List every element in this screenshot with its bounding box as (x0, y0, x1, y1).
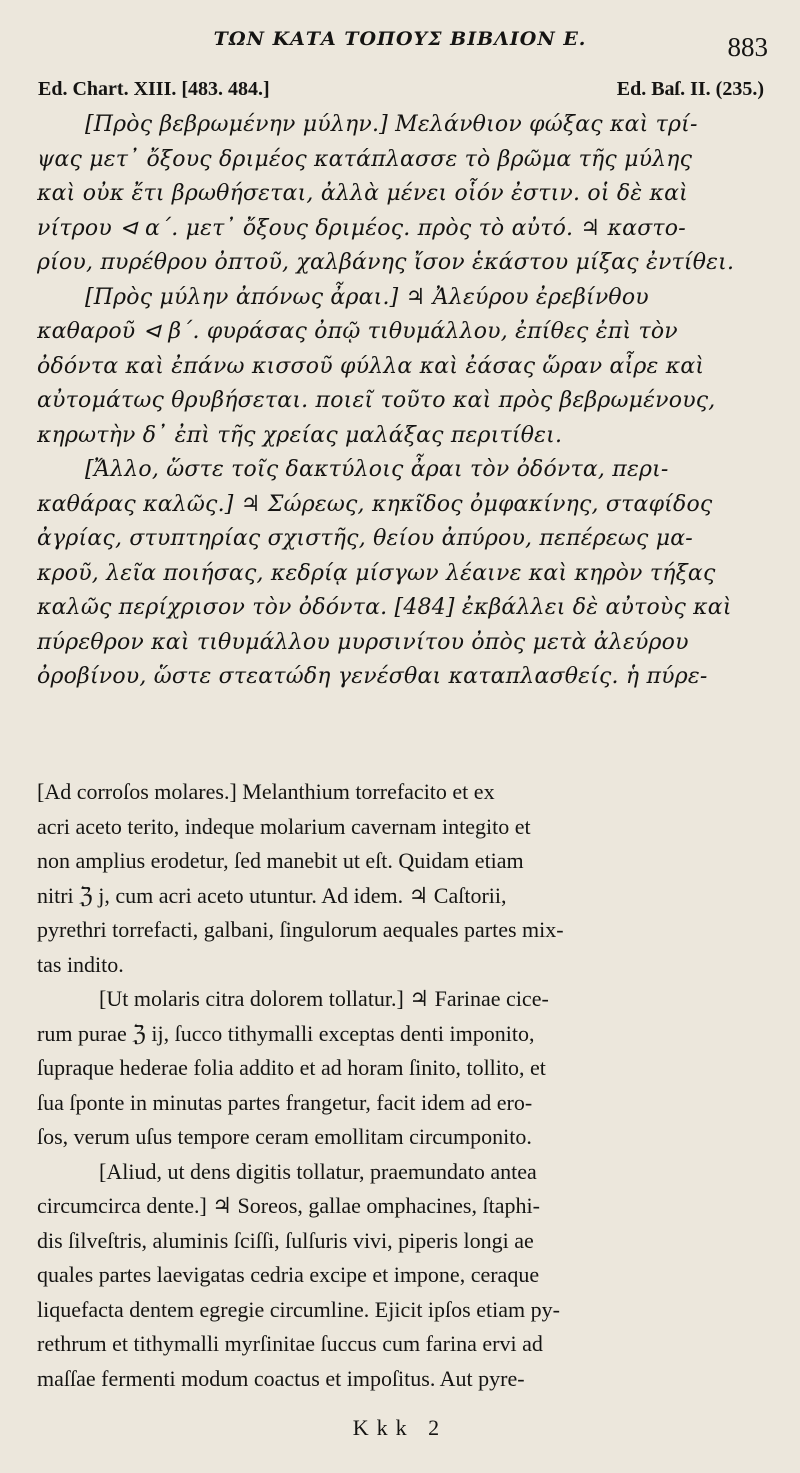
edition-line (38, 78, 764, 101)
edition-right: Ed. Baſ. II. (235.) (616, 78, 764, 100)
latin-line: [Ut molaris citra dolorem tollatur.] ♃ Farinae cice- (99, 986, 549, 1011)
latin-line: nitri ℨ j, cum acri aceto utuntur. Ad idem. ♃ Caſtorii, (37, 882, 507, 908)
latin-line: pyrethri torrefacti, galbani, ſingulorum aequales partes mix- (37, 917, 564, 942)
page-number: 883 (727, 32, 768, 62)
greek-line: [Πρὸς βεβρωμένην μύλην.] Μελάνθιον φώξας καὶ τρί- (85, 112, 698, 137)
greek-line: πύρεθρον καὶ τιθυμάλλου μυρσινίτου ὀπὸς μετὰ ἀλεύρου (37, 629, 689, 655)
edition-left: Ed. Chart. XIII. [483. 484.] (38, 78, 270, 100)
greek-line: ρίου, πυρέθρου ὀπτοῦ, χαλβάνης ἴσον ἑκάστου μίξας ἐντίθει. (37, 250, 735, 275)
greek-line: ὀδόντα καὶ ἐπάνω κισσοῦ φύλλα καὶ ἐάσας ὥραν αἶρε καὶ (37, 353, 705, 379)
latin-line: [Aliud, ut dens digitis tollatur, praemundato antea (99, 1158, 537, 1184)
latin-line: acri aceto terito, indeque molarium cavernam integito et (37, 813, 531, 839)
greek-line: ὀροβίνου, ὥστε στεατώδη γενέσθαι καταπλασθείς. ἡ πύρε- (37, 664, 708, 689)
latin-line: liquefacta dentem egregie circumline. Ejicit ipſos etiam py- (37, 1296, 560, 1322)
greek-line: καθάρας καλῶς.] ♃ Σώρεως, κηκῖδος ὀμφακίνης, σταφίδος (37, 491, 713, 517)
greek-line: ψας μετ᾽ ὄξους δριμέος κατάπλασσε τὸ βρῶμα τῆς μύλης (37, 146, 693, 172)
printer-signature: Kkk 2 (352, 1415, 448, 1440)
latin-line: dis ſilveſtris, aluminis ſciſſi, ſulſuris vivi, piperis longi ae (37, 1227, 534, 1253)
greek-line: καθαροῦ ⊲ β΄. φυράσας ὀπῷ τιθυμάλλου, ἐπίθες ἐπὶ τὸν (37, 319, 678, 344)
latin-line: non amplius erodetur, ſed manebit ut eſt. Quidam etiam (37, 848, 524, 873)
greek-line: καλῶς περίχρισον τὸν ὀδόντα. [484] ἐκβάλλει δὲ αὐτοὺς καὶ (37, 595, 732, 620)
greek-line: νίτρου ⊲ α΄. μετ᾽ ὄξους δριμέος. πρὸς τὸ αὐτό. ♃ καστο- (37, 215, 686, 241)
greek-line: [Πρὸς μύλην ἀπόνως ἆραι.] ♃ Ἀλεύρου ἐρεβίνθου (85, 284, 649, 310)
latin-line: rum purae ℨ ij, ſucco tithymalli exceptas denti imponito, (37, 1020, 535, 1046)
latin-line: quales partes laevigatas cedria excipe et impone, ceraque (37, 1262, 540, 1287)
latin-line: circumcirca dente.] ♃ Soreos, gallae omphacines, ſtaphi- (37, 1193, 540, 1218)
greek-text-block (37, 108, 763, 695)
greek-line: αὐτομάτως θρυβήσεται. ποιεῖ τοῦτο καὶ πρὸς βεβρωμένους, (37, 388, 716, 413)
latin-line: [Ad corroſos molares.] Melanthium torrefacito et ex (37, 779, 495, 804)
latin-line: maſſae fermenti modum coactus et impoſitus. Aut pyre- (37, 1365, 525, 1391)
latin-line: ſos, verum uſus tempore ceram emollitam circumponito. (37, 1124, 532, 1149)
greek-line: καὶ οὐκ ἔτι βρωθήσεται, ἀλλὰ μένει οἷόν ἐστιν. οἱ δὲ καὶ (37, 181, 688, 206)
greek-line: κηρωτὴν δ᾽ ἐπὶ τῆς χρείας μαλάξας περιτίθει. (37, 422, 563, 448)
latin-text-block (37, 775, 763, 1396)
running-title: ΤΩΝ ΚΑΤΑ ΤΟΠΟΥΣ ΒΙΒΛΙΟΝ Ε. (213, 28, 587, 50)
latin-line: rethrum et tithymalli myrſinitae ſuccus cum farina ervi ad (37, 1331, 543, 1356)
greek-line: [Ἄλλο, ὥστε τοῖς δακτύλοις ἆραι τὸν ὀδόντα, περι- (85, 457, 669, 482)
greek-line: ἀγρίας, στυπτηρίας σχιστῆς, θείου ἀπύρου, πεπέρεως μα- (37, 526, 693, 551)
latin-line: tas indito. (37, 951, 124, 977)
latin-line: ſupraque hederae folia addito et ad horam ſinito, tollito, et (37, 1055, 546, 1080)
latin-line: ſua ſponte in minutas partes frangetur, facit idem ad ero- (37, 1089, 533, 1115)
greek-line: κροῦ, λεῖα ποιήσας, κεδρίᾳ μίσγων λέαινε καὶ κηρὸν τήξας (37, 560, 716, 586)
